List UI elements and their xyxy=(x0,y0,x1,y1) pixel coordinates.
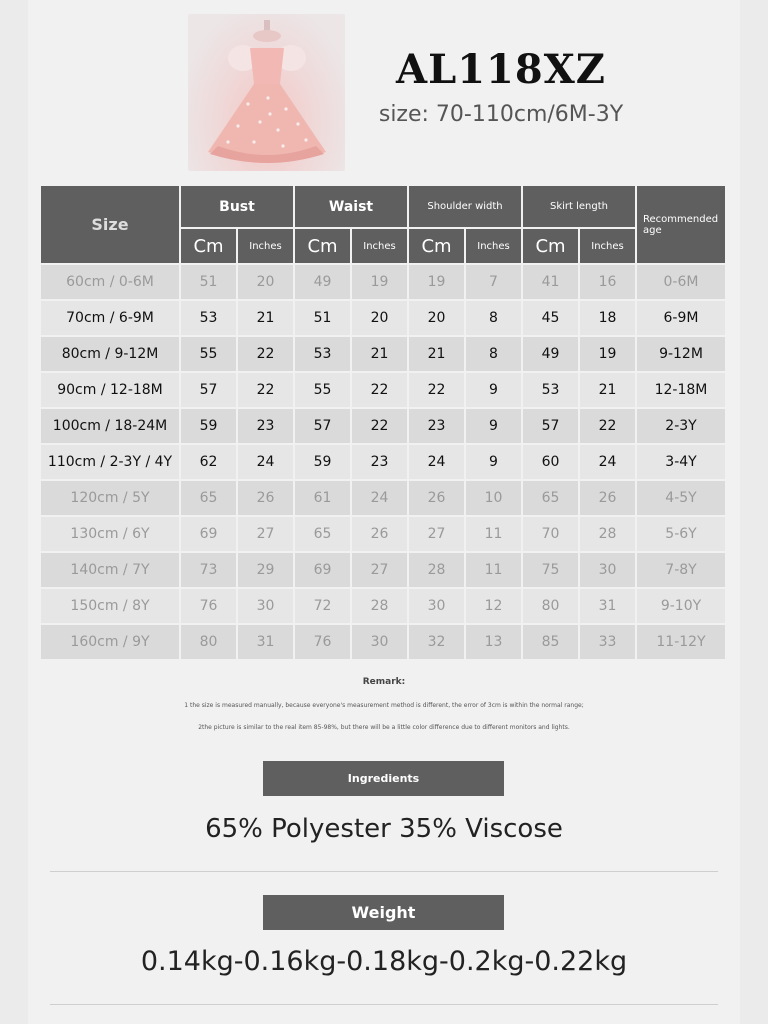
table-row xyxy=(41,481,725,515)
measurement-cell: 49 xyxy=(295,265,350,299)
measurement-cell: 30 xyxy=(352,625,407,659)
shoulder-width-header: Shoulder width xyxy=(409,186,521,227)
weight-value: 0.14kg-0.16kg-0.18kg-0.2kg-0.22kg xyxy=(140,946,628,977)
size-table xyxy=(39,184,727,661)
age-cell: 4-5Y xyxy=(637,481,725,515)
measurement-cell: 26 xyxy=(580,481,635,515)
measurement-cell: 22 xyxy=(238,373,293,407)
table-row xyxy=(41,409,725,443)
measurement-cell: 18 xyxy=(580,301,635,335)
measurement-cell: 69 xyxy=(295,553,350,587)
measurement-cell: 70 xyxy=(523,517,578,551)
measurement-cell: 11 xyxy=(466,517,521,551)
measurement-cell: 59 xyxy=(181,409,236,443)
table-row xyxy=(41,301,725,335)
measurement-cell: 24 xyxy=(580,445,635,479)
product-header xyxy=(28,0,740,180)
measurement-cell: 55 xyxy=(295,373,350,407)
measurement-cell: 28 xyxy=(409,553,464,587)
measurement-cell: 27 xyxy=(238,517,293,551)
ingredients-value: 65% Polyester 35% Viscose xyxy=(205,814,563,844)
divider xyxy=(50,871,718,872)
measurement-cell: 27 xyxy=(409,517,464,551)
measurement-cell: 12 xyxy=(466,589,521,623)
divider xyxy=(50,1004,718,1005)
size-cell: 100cm / 18-24M xyxy=(41,409,179,443)
measurement-cell: 65 xyxy=(523,481,578,515)
age-cell: 6-9M xyxy=(637,301,725,335)
measurement-cell: 41 xyxy=(523,265,578,299)
table-row xyxy=(41,589,725,623)
measurement-cell: 22 xyxy=(238,337,293,371)
measurement-cell: 26 xyxy=(352,517,407,551)
measurement-cell: 23 xyxy=(409,409,464,443)
measurement-cell: 60 xyxy=(523,445,578,479)
measurement-cell: 20 xyxy=(238,265,293,299)
unit-cm-header: Cm xyxy=(409,229,464,263)
measurement-cell: 19 xyxy=(580,337,635,371)
measurement-cell: 8 xyxy=(466,337,521,371)
measurement-cell: 22 xyxy=(352,373,407,407)
size-cell: 130cm / 6Y xyxy=(41,517,179,551)
measurement-cell: 53 xyxy=(523,373,578,407)
age-cell: 9-12M xyxy=(637,337,725,371)
recommended-age-header: Recommended age xyxy=(637,186,725,263)
measurement-cell: 69 xyxy=(181,517,236,551)
measurement-cell: 20 xyxy=(352,301,407,335)
age-cell: 12-18M xyxy=(637,373,725,407)
measurement-cell: 59 xyxy=(295,445,350,479)
unit-inches-header: Inches xyxy=(352,229,407,263)
table-row xyxy=(41,445,725,479)
skirt-length-header: Skirt length xyxy=(523,186,635,227)
measurement-cell: 51 xyxy=(295,301,350,335)
remark-title: Remark: xyxy=(362,677,406,687)
age-cell: 9-10Y xyxy=(637,589,725,623)
size-cell: 80cm / 9-12M xyxy=(41,337,179,371)
measurement-cell: 16 xyxy=(580,265,635,299)
remark-line-1: 1 the size is measured manually, because everyone's measurement method is different, the error of 3cm is within the normal range; xyxy=(184,702,584,709)
measurement-cell: 31 xyxy=(238,625,293,659)
age-cell: 7-8Y xyxy=(637,553,725,587)
measurement-cell: 22 xyxy=(352,409,407,443)
measurement-cell: 26 xyxy=(409,481,464,515)
table-row xyxy=(41,553,725,587)
size-cell: 160cm / 9Y xyxy=(41,625,179,659)
measurement-cell: 21 xyxy=(352,337,407,371)
unit-cm-header: Cm xyxy=(523,229,578,263)
measurement-cell: 21 xyxy=(580,373,635,407)
table-row xyxy=(41,337,725,371)
measurement-cell: 24 xyxy=(238,445,293,479)
measurement-cell: 61 xyxy=(295,481,350,515)
remark-line-2: 2the picture is similar to the real item 85-98%, but there will be a little color difference due to different monitors and lights. xyxy=(198,724,570,731)
waist-header: Waist xyxy=(295,186,407,227)
measurement-cell: 11 xyxy=(466,553,521,587)
measurement-cell: 62 xyxy=(181,445,236,479)
measurement-cell: 45 xyxy=(523,301,578,335)
size-table-body xyxy=(41,265,725,659)
unit-inches-header: Inches xyxy=(580,229,635,263)
measurement-cell: 10 xyxy=(466,481,521,515)
age-cell: 5-6Y xyxy=(637,517,725,551)
measurement-cell: 24 xyxy=(409,445,464,479)
measurement-cell: 49 xyxy=(523,337,578,371)
size-cell: 70cm / 6-9M xyxy=(41,301,179,335)
size-cell: 90cm / 12-18M xyxy=(41,373,179,407)
measurement-cell: 53 xyxy=(295,337,350,371)
table-row xyxy=(41,517,725,551)
weight-label: Weight xyxy=(263,895,504,930)
measurement-cell: 85 xyxy=(523,625,578,659)
measurement-cell: 22 xyxy=(409,373,464,407)
measurement-cell: 53 xyxy=(181,301,236,335)
measurement-cell: 24 xyxy=(352,481,407,515)
measurement-cell: 31 xyxy=(580,589,635,623)
model-code: AL118XZ xyxy=(396,46,606,93)
measurement-cell: 57 xyxy=(523,409,578,443)
unit-cm-header: Cm xyxy=(295,229,350,263)
measurement-cell: 30 xyxy=(580,553,635,587)
size-range: size: 70-110cm/6M-3Y xyxy=(378,102,624,127)
table-row xyxy=(41,265,725,299)
unit-inches-header: Inches xyxy=(238,229,293,263)
measurement-cell: 51 xyxy=(181,265,236,299)
age-cell: 3-4Y xyxy=(637,445,725,479)
measurement-cell: 9 xyxy=(466,373,521,407)
size-cell: 120cm / 5Y xyxy=(41,481,179,515)
measurement-cell: 26 xyxy=(238,481,293,515)
bust-header: Bust xyxy=(181,186,293,227)
measurement-cell: 76 xyxy=(295,625,350,659)
measurement-cell: 13 xyxy=(466,625,521,659)
measurement-cell: 33 xyxy=(580,625,635,659)
measurement-cell: 28 xyxy=(580,517,635,551)
measurement-cell: 19 xyxy=(409,265,464,299)
measurement-cell: 9 xyxy=(466,445,521,479)
measurement-cell: 8 xyxy=(466,301,521,335)
measurement-cell: 65 xyxy=(181,481,236,515)
measurement-cell: 7 xyxy=(466,265,521,299)
measurement-cell: 28 xyxy=(352,589,407,623)
ingredients-label: Ingredients xyxy=(263,761,504,796)
measurement-cell: 75 xyxy=(523,553,578,587)
dress-photo xyxy=(188,14,345,171)
measurement-cell: 27 xyxy=(352,553,407,587)
age-cell: 2-3Y xyxy=(637,409,725,443)
measurement-cell: 20 xyxy=(409,301,464,335)
measurement-cell: 72 xyxy=(295,589,350,623)
measurement-cell: 21 xyxy=(238,301,293,335)
age-cell: 0-6M xyxy=(637,265,725,299)
measurement-cell: 76 xyxy=(181,589,236,623)
measurement-cell: 29 xyxy=(238,553,293,587)
measurement-cell: 21 xyxy=(409,337,464,371)
age-cell: 11-12Y xyxy=(637,625,725,659)
unit-inches-header: Inches xyxy=(466,229,521,263)
measurement-cell: 23 xyxy=(352,445,407,479)
measurement-cell: 73 xyxy=(181,553,236,587)
table-row xyxy=(41,625,725,659)
measurement-cell: 30 xyxy=(238,589,293,623)
size-cell: 110cm / 2-3Y / 4Y xyxy=(41,445,179,479)
measurement-cell: 22 xyxy=(580,409,635,443)
table-header-row xyxy=(41,186,725,227)
unit-cm-header: Cm xyxy=(181,229,236,263)
measurement-cell: 65 xyxy=(295,517,350,551)
measurement-cell: 55 xyxy=(181,337,236,371)
size-chart-page xyxy=(28,0,740,1024)
table-row xyxy=(41,373,725,407)
size-cell: 140cm / 7Y xyxy=(41,553,179,587)
measurement-cell: 57 xyxy=(295,409,350,443)
measurement-cell: 23 xyxy=(238,409,293,443)
size-cell: 150cm / 8Y xyxy=(41,589,179,623)
measurement-cell: 30 xyxy=(409,589,464,623)
measurement-cell: 80 xyxy=(523,589,578,623)
measurement-cell: 32 xyxy=(409,625,464,659)
size-column-header: Size xyxy=(41,186,179,263)
measurement-cell: 57 xyxy=(181,373,236,407)
size-cell: 60cm / 0-6M xyxy=(41,265,179,299)
dress-illustration xyxy=(188,14,345,171)
measurement-cell: 19 xyxy=(352,265,407,299)
measurement-cell: 9 xyxy=(466,409,521,443)
measurement-cell: 80 xyxy=(181,625,236,659)
